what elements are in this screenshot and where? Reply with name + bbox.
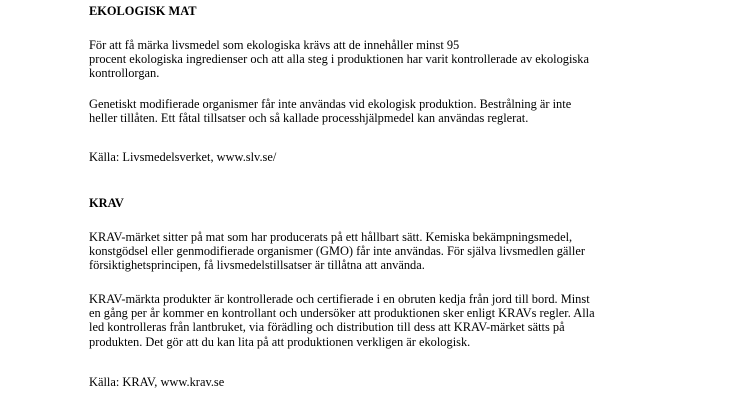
text-line: För att få märka livsmedel som ekologiska krävs att de innehåller minst 95 xyxy=(89,38,460,52)
text-line: försiktighetsprincipen, få livsmedelstillsatser är tillåtna att använda. xyxy=(89,258,425,273)
section-heading-ekologisk-mat: EKOLOGISK MAT xyxy=(89,4,197,18)
section-heading-krav: KRAV xyxy=(89,196,124,210)
text-line: led kontrolleras från lantbruket, via förädling och distribution till dess att KRAV-märket sätts på xyxy=(89,320,565,335)
paragraph-ekologisk-2 xyxy=(89,97,571,125)
source-krav: Källa: KRAV, www.krav.se xyxy=(89,375,225,389)
paragraph-krav-1 xyxy=(89,230,585,273)
text-line: en gång per år kommer en kontrollant och undersöker att produktionen sker enligt KRAVs regler. Alla xyxy=(89,306,595,321)
text-line: kontrollorgan. xyxy=(89,66,160,81)
text-line: produkten. Det gör att du kan lita på att produktionen verkligen är ekologisk. xyxy=(89,334,471,349)
paragraph-ekologisk-1 xyxy=(89,38,589,81)
text-line: KRAV-märkta produkter är kontrollerade och certifierade i en obruten kedja från jord till bord. Minst xyxy=(89,292,590,306)
text-line: konstgödsel eller genmodifierade organismer (GMO) får inte användas. För själva livsmedlen gäller xyxy=(89,244,585,259)
text-line: Genetiskt modifierade organismer får inte användas vid ekologisk produktion. Bestrålning är inte xyxy=(89,97,572,111)
text-line: heller tillåten. Ett fåtal tillsatser och så kallade processhjälpmedel kan användas reglerat. xyxy=(89,111,529,126)
source-livsmedelsverket: Källa: Livsmedelsverket, www.slv.se/ xyxy=(89,150,277,164)
paragraph-krav-2 xyxy=(89,292,595,349)
text-line: KRAV-märket sitter på mat som har producerats på ett hållbart sätt. Kemiska bekämpningsmedel, xyxy=(89,230,573,244)
text-line: procent ekologiska ingredienser och att alla steg i produktionen har varit kontrollerade av ekologiska xyxy=(89,52,589,67)
